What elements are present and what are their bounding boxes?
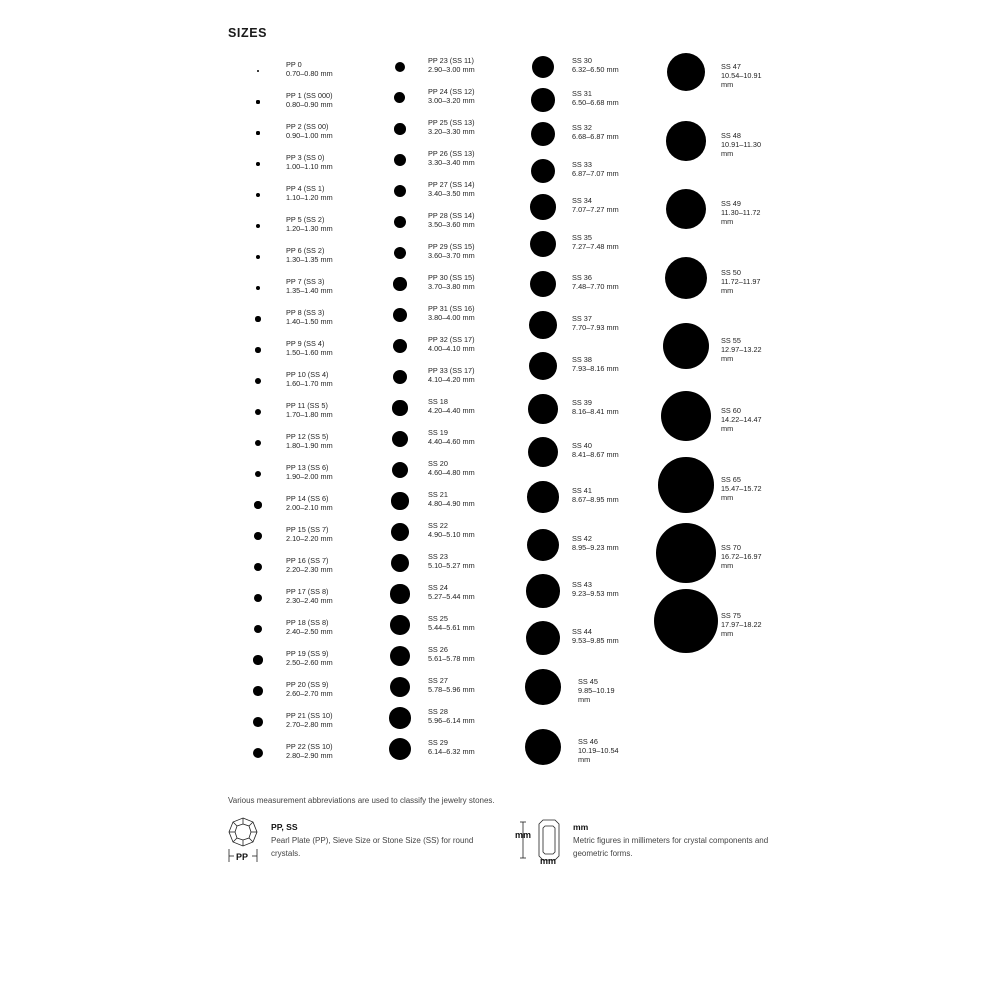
size-range: 3.50–3.60 mm [428,219,475,229]
size-dot [525,729,562,766]
size-range: 5.27–5.44 mm [428,591,475,601]
size-label [572,161,619,179]
size-dot [253,655,262,664]
size-range: 7.48–7.70 mm [572,281,619,291]
size-dot [530,194,555,219]
size-label [428,367,475,385]
size-name: PP 31 (SS 16) [428,304,475,313]
size-label [428,119,475,137]
size-range: 10.91–11.30 mm [721,139,762,158]
size-label [428,429,475,447]
size-dot [526,574,559,607]
size-label [572,628,619,646]
size-name: SS 31 [572,89,592,98]
size-range: 2.90–3.00 mm [428,64,475,74]
size-range: 1.30–1.35 mm [286,254,333,264]
size-name: SS 18 [428,397,448,406]
size-label [721,269,765,295]
size-label [428,274,475,292]
size-range: 3.60–3.70 mm [428,250,475,260]
size-dot [256,224,260,228]
size-range: 2.10–2.20 mm [286,533,333,543]
size-label [578,678,622,704]
size-range: 1.00–1.10 mm [286,161,333,171]
size-name: SS 22 [428,521,448,530]
size-range: 2.50–2.60 mm [286,657,333,667]
size-name: SS 70 [721,543,741,552]
size-name: SS 25 [428,614,448,623]
size-dot [663,323,710,370]
size-name: SS 47 [721,62,741,71]
size-range: 5.61–5.78 mm [428,653,475,663]
size-range: 3.80–4.00 mm [428,312,475,322]
size-name: PP 8 (SS 3) [286,308,325,317]
size-dot [667,53,705,91]
size-range: 5.78–5.96 mm [428,684,475,694]
size-label [721,612,765,638]
size-name: PP 11 (SS 5) [286,401,328,410]
size-dot [394,216,407,229]
size-range: 7.27–7.48 mm [572,241,619,251]
size-dot [532,56,555,79]
size-dot [661,391,712,442]
size-dot [255,316,260,321]
size-label [572,274,619,292]
size-name: SS 20 [428,459,448,468]
size-dot [394,123,406,135]
size-label [286,185,333,203]
size-dot [254,625,263,634]
size-dot [391,492,408,509]
size-name: PP 5 (SS 2) [286,215,325,224]
size-range: 4.80–4.90 mm [428,498,475,508]
size-range: 3.20–3.30 mm [428,126,475,136]
size-label [572,124,619,142]
size-name: SS 33 [572,160,592,169]
size-range: 6.32–6.50 mm [572,64,619,74]
size-label [721,337,765,363]
size-name: SS 44 [572,627,592,636]
size-label [286,433,333,451]
size-name: PP 0 [286,60,302,69]
size-label [578,738,622,764]
size-dot [393,370,408,385]
size-range: 7.70–7.93 mm [572,322,619,332]
legend-pp-ss-title: PP, SS [271,822,298,832]
size-dot [391,523,409,541]
size-range: 1.10–1.20 mm [286,192,333,202]
size-dot [393,339,407,353]
legend-mm-title: mm [573,822,589,832]
size-name: PP 14 (SS 6) [286,494,329,503]
size-label [428,708,475,726]
size-label [286,495,333,513]
size-dot [253,717,263,727]
size-name: PP 27 (SS 14) [428,180,475,189]
size-name: PP 16 (SS 7) [286,556,329,565]
size-name: SS 19 [428,428,448,437]
size-dot [530,231,556,257]
size-dot [390,646,410,666]
size-range: 15.47–15.72 mm [721,483,762,502]
size-label [286,464,333,482]
size-range: 1.50–1.60 mm [286,347,333,357]
size-range: 0.90–1.00 mm [286,130,333,140]
size-range: 1.20–1.30 mm [286,223,333,233]
size-label [572,356,619,374]
size-label [721,200,765,226]
size-range: 7.93–8.16 mm [572,363,619,373]
size-name: PP 3 (SS 0) [286,153,325,162]
size-dot [256,100,259,103]
size-label [428,57,475,75]
size-name: SS 37 [572,314,592,323]
size-name: PP 18 (SS 8) [286,618,329,627]
size-dot [665,257,707,299]
size-label [572,442,619,460]
size-name: SS 21 [428,490,448,499]
size-name: SS 42 [572,534,592,543]
size-range: 5.44–5.61 mm [428,622,475,632]
size-name: SS 48 [721,131,741,140]
size-label [286,557,333,575]
size-name: SS 28 [428,707,448,716]
size-name: PP 24 (SS 12) [428,87,475,96]
size-label [572,487,619,505]
size-dot [666,189,707,230]
size-dot [390,615,410,635]
size-name: PP 13 (SS 6) [286,463,329,472]
size-label [428,677,475,695]
size-dot [390,584,409,603]
size-range: 8.16–8.41 mm [572,406,619,416]
size-name: PP 6 (SS 2) [286,246,325,255]
size-range: 1.80–1.90 mm [286,440,333,450]
size-label [286,371,333,389]
size-dot [255,440,262,447]
size-dot [530,271,557,298]
size-dot [253,748,263,758]
size-label [286,340,333,358]
size-range: 9.85–10.19 mm [578,685,615,704]
size-range: 2.40–2.50 mm [286,626,333,636]
legend-mm-text: Metric figures in millimeters for crystal components and geometric forms. [573,836,769,858]
size-name: SS 34 [572,196,592,205]
size-range: 11.30–11.72 mm [721,207,761,226]
size-label [572,399,619,417]
size-range: 4.20–4.40 mm [428,405,475,415]
size-range: 4.10–4.20 mm [428,374,475,384]
size-dot [527,529,559,561]
size-name: SS 41 [572,486,592,495]
size-label [428,491,475,509]
size-name: SS 65 [721,475,741,484]
size-name: SS 75 [721,611,741,620]
size-label [572,315,619,333]
size-label [428,460,475,478]
size-label [286,681,333,699]
size-range: 2.20–2.30 mm [286,564,333,574]
size-name: PP 21 (SS 10) [286,711,333,720]
size-range: 3.40–3.50 mm [428,188,475,198]
size-dot [394,154,406,166]
size-range: 8.67–8.95 mm [572,494,619,504]
size-range: 4.00–4.10 mm [428,343,475,353]
size-label [572,197,619,215]
size-range: 2.70–2.80 mm [286,719,333,729]
size-dot [666,121,705,160]
size-label [286,247,333,265]
size-name: PP 23 (SS 11) [428,56,474,65]
size-name: PP 1 (SS 000) [286,91,333,100]
size-range: 12.97–13.22 mm [721,344,762,363]
size-name: PP 26 (SS 13) [428,149,475,158]
size-dot [531,88,554,111]
size-name: PP 10 (SS 4) [286,370,329,379]
size-label [428,584,475,602]
size-name: SS 45 [578,677,598,686]
size-dot [254,594,262,602]
size-label [572,57,619,75]
size-label [286,619,333,637]
size-name: PP 32 (SS 17) [428,335,475,344]
size-label [572,90,619,108]
size-dot [256,193,260,197]
size-range: 5.10–5.27 mm [428,560,475,570]
size-range: 2.80–2.90 mm [286,750,333,760]
size-name: PP 33 (SS 17) [428,366,475,375]
size-dot [254,532,262,540]
size-name: SS 46 [578,737,598,746]
size-range: 16.72–16.97 mm [721,551,762,570]
size-dot [255,378,261,384]
size-range: 4.90–5.10 mm [428,529,475,539]
size-label [428,212,475,230]
size-label [428,553,475,571]
size-label [286,743,333,761]
size-dot [256,255,261,260]
size-label [428,181,475,199]
size-dot [526,621,560,655]
legend-pp-ss-text: Pearl Plate (PP), Sieve Size or Stone Size (SS) for round crystals. [271,836,474,858]
size-dot [394,92,405,103]
size-range: 9.23–9.53 mm [572,588,619,598]
size-name: PP 28 (SS 14) [428,211,475,220]
size-range: 6.68–6.87 mm [572,131,619,141]
size-label [286,588,333,606]
size-name: SS 32 [572,123,592,132]
abbreviations-note: Various measurement abbreviations are used to classify the jewelry stones. [228,796,495,805]
size-name: PP 20 (SS 9) [286,680,329,689]
size-name: SS 38 [572,355,592,364]
size-label [428,150,475,168]
size-name: SS 60 [721,406,741,415]
size-name: SS 27 [428,676,448,685]
size-range: 6.14–6.32 mm [428,746,475,756]
size-dot [392,400,407,415]
size-range: 2.60–2.70 mm [286,688,333,698]
size-name: SS 23 [428,552,448,561]
size-label [286,154,333,172]
size-label [721,544,765,570]
size-dot [525,669,561,705]
size-label [721,476,765,502]
size-label [286,650,333,668]
size-label [286,712,333,730]
size-range: 14.22–14.47 mm [721,414,762,433]
size-name: SS 55 [721,336,741,345]
size-name: PP 12 (SS 5) [286,432,329,441]
size-range: 0.80–0.90 mm [286,99,333,109]
size-range: 3.70–3.80 mm [428,281,475,291]
size-dot [531,122,555,146]
size-name: PP 2 (SS 00) [286,122,329,131]
size-dot [256,162,260,166]
size-range: 1.90–2.00 mm [286,471,333,481]
size-name: SS 26 [428,645,448,654]
size-dot [393,277,406,290]
size-dot [528,394,557,423]
size-dot [527,481,558,512]
size-dot [654,589,718,653]
size-label [286,61,333,79]
size-dot [531,159,556,184]
size-dot [254,501,261,508]
size-name: SS 49 [721,199,741,208]
size-range: 5.96–6.14 mm [428,715,475,725]
size-label [286,309,333,327]
size-dot [257,70,260,73]
size-range: 11.72–11.97 mm [721,276,761,295]
size-dot [389,738,411,760]
size-dot [656,523,716,583]
size-range: 1.35–1.40 mm [286,285,333,295]
size-label [428,646,475,664]
size-label [428,305,475,323]
size-name: PP 7 (SS 3) [286,277,325,286]
size-dot [254,563,262,571]
size-label [286,123,333,141]
size-dot [395,62,405,72]
size-name: PP 25 (SS 13) [428,118,475,127]
size-name: SS 29 [428,738,448,747]
size-name: SS 30 [572,56,592,65]
size-range: 2.30–2.40 mm [286,595,333,605]
size-label [286,92,333,110]
size-label [428,522,475,540]
size-label [721,407,765,433]
size-range: 3.00–3.20 mm [428,95,475,105]
size-range: 6.87–7.07 mm [572,168,619,178]
size-dot [256,131,259,134]
size-label [286,216,333,234]
size-range: 0.70–0.80 mm [286,68,333,78]
size-dot [658,457,713,512]
size-range: 8.95–9.23 mm [572,542,619,552]
size-label [286,526,333,544]
size-label [572,535,619,553]
size-range: 17.97–18.22 mm [721,619,762,638]
size-range: 8.41–8.67 mm [572,449,619,459]
size-dot [255,409,261,415]
size-label [428,398,475,416]
size-range: 4.60–4.80 mm [428,467,475,477]
size-name: PP 19 (SS 9) [286,649,329,658]
size-label [428,243,475,261]
size-range: 6.50–6.68 mm [572,97,619,107]
page-title: SIZES [228,26,268,40]
size-name: PP 9 (SS 4) [286,339,325,348]
size-dot [255,347,261,353]
size-dot [528,437,558,467]
size-dot [391,554,409,572]
size-name: PP 4 (SS 1) [286,184,325,193]
size-range: 1.60–1.70 mm [286,378,333,388]
size-name: PP 29 (SS 15) [428,242,475,251]
size-name: SS 50 [721,268,741,277]
size-label [428,739,475,757]
mm-tag-vertical: mm [515,830,532,840]
size-dot [392,462,409,479]
mm-tag-horizontal: mm [540,856,557,866]
size-range: 1.70–1.80 mm [286,409,333,419]
size-range: 3.30–3.40 mm [428,157,475,167]
size-dot [529,311,557,339]
size-label [721,63,765,89]
size-range: 9.53–9.85 mm [572,635,619,645]
size-name: SS 40 [572,441,592,450]
size-label [428,615,475,633]
size-dot [392,431,408,447]
size-name: PP 22 (SS 10) [286,742,333,751]
size-name: SS 43 [572,580,592,589]
size-label [721,132,765,158]
size-name: PP 30 (SS 15) [428,273,475,282]
size-label [428,88,475,106]
size-dot [255,471,262,478]
pp-tag: PP [236,852,249,862]
size-range: 2.00–2.10 mm [286,502,333,512]
size-name: SS 24 [428,583,448,592]
size-label [428,336,475,354]
size-label [286,278,333,296]
size-range: 10.19–10.54 mm [578,745,619,764]
size-range: 10.54–10.91 mm [721,70,762,89]
size-label [572,234,619,252]
size-dot [394,247,407,260]
size-dot [256,286,261,291]
size-name: PP 15 (SS 7) [286,525,329,534]
size-dot [389,707,410,728]
size-name: PP 17 (SS 8) [286,587,329,596]
size-label [572,581,619,599]
size-dot [390,677,411,698]
size-range: 1.40–1.50 mm [286,316,333,326]
size-dot [253,686,262,695]
size-label [286,402,333,420]
size-dot [394,185,406,197]
size-range: 4.40–4.60 mm [428,436,475,446]
size-name: SS 35 [572,233,592,242]
size-dot [393,308,407,322]
size-name: SS 39 [572,398,592,407]
size-name: SS 36 [572,273,592,282]
size-range: 7.07–7.27 mm [572,204,619,214]
size-dot [529,352,558,381]
